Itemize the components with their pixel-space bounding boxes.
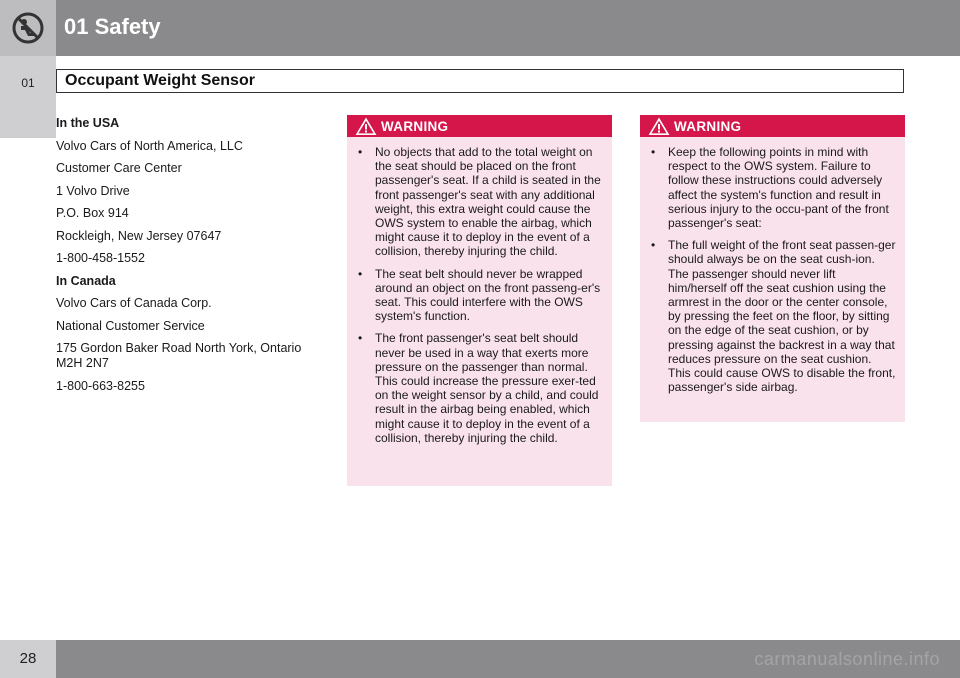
- contact-line: National Customer Service: [56, 318, 205, 333]
- warning-item: • Keep the following points in mind with respect to the OWS system. Failure to follow these instructions could adversely affect the system's function and result in serious injury to the occu-pant of the front passenger's seat:: [640, 145, 897, 230]
- warning-list: [347, 137, 612, 453]
- contact-line: In the USA: [56, 116, 120, 130]
- page-number: 28: [19, 650, 37, 667]
- section-heading-box: [56, 69, 904, 93]
- warning-header: [640, 115, 905, 137]
- chapter-side-tab-label: 01: [21, 76, 35, 90]
- contact-line: Customer Care Center: [56, 161, 182, 175]
- chapter-icon-box: [0, 0, 56, 56]
- warning-item: • The front passenger's seat belt should never be used in a way that exerts more pressure on the passenger than normal. This could increase the pressure exer-ted on the weight sensor by a child, and could result in the airbag being enabled, which might cause it to deploy in the event of a collision, thereby injuring the child.: [347, 331, 604, 445]
- watermark: carmanualsonline.info: [754, 649, 940, 669]
- warning-title: WARNING: [381, 119, 449, 134]
- contact-line: 175 Gordon Baker Road North York, Ontario M2H 2N7: [56, 341, 302, 370]
- warning-item: • The seat belt should never be wrapped around an object on the front passeng-er's seat. This could interfere with the OWS system's function.: [347, 267, 604, 324]
- contact-line: 1 Volvo Drive: [56, 183, 130, 198]
- warning-title: WARNING: [674, 119, 742, 134]
- contact-line: Volvo Cars of North America, LLC: [56, 138, 243, 153]
- chapter-side-tab: [0, 56, 56, 138]
- contact-line: Rockleigh, New Jersey 07647: [56, 228, 222, 243]
- warning-list: [640, 137, 905, 402]
- warning-triangle-icon: [355, 117, 377, 136]
- section-heading: Occupant Weight Sensor: [65, 72, 255, 89]
- warning-box-1: [347, 115, 612, 486]
- contact-line: In Canada: [56, 273, 116, 288]
- contact-line: 1-800-458-1552: [56, 251, 145, 265]
- warning-item: • No objects that add to the total weight on the seat should be placed on the front passenger's seat. If a child is seated in the front passenger's seat with any additional weight, this extra weight could cause the OWS system to enable the airbag, which might cause it to deploy in the event of a collision, thereby injuring the child.: [347, 145, 604, 259]
- warning-header: [347, 115, 612, 137]
- warning-triangle-icon: [648, 117, 670, 136]
- warning-box-2: [640, 115, 905, 422]
- contact-line: 1-800-663-8255: [56, 378, 145, 393]
- no-child-seat-airbag-icon: [11, 11, 45, 45]
- contact-line: Volvo Cars of Canada Corp.: [56, 296, 212, 310]
- contact-info: [56, 116, 326, 401]
- chapter-title: 01 Safety: [64, 14, 161, 39]
- warning-item: • The full weight of the front seat passen-ger should always be on the seat cush-ion. The passenger should never lift him/herself off the seat cushion using the armrest in the door or the center console, by pressing the feet on the floor, by sitting on the edge of the seat cushion, or by pressing against the backrest in a way that reduces pressure on the seat cushion. This could cause OWS to disable the front, passenger's side airbag.: [640, 238, 897, 394]
- contact-line: P.O. Box 914: [56, 206, 129, 220]
